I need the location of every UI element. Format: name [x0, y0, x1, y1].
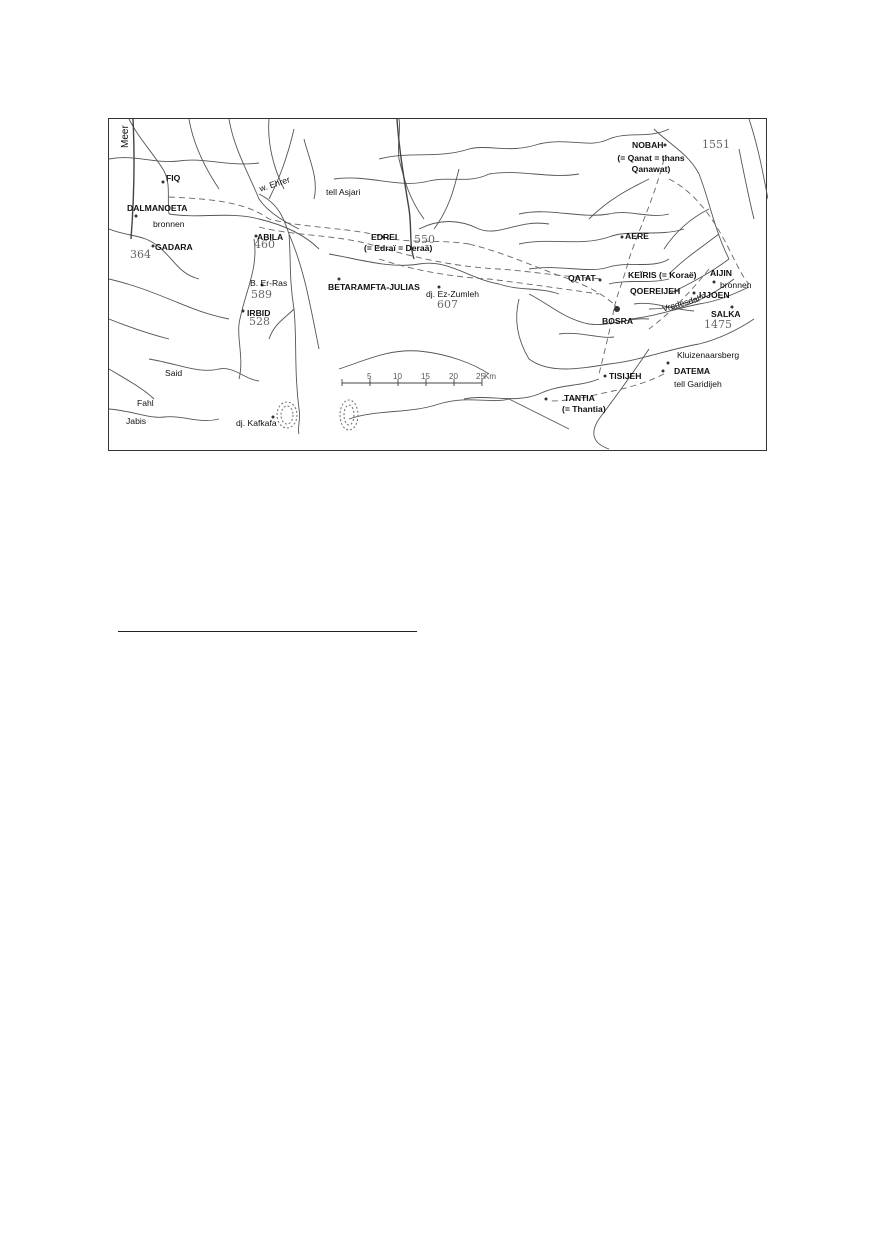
scale-bar	[342, 379, 482, 386]
label-qoereijeh: QOEREIJEH	[630, 286, 681, 296]
label-bosra: BOSRA	[602, 316, 634, 326]
label-tantia-alt: (= Thantia)	[562, 404, 606, 414]
scale-tick-5: 5	[367, 372, 372, 381]
label-dj-kafkafa: dj. Kafkafa	[236, 418, 277, 428]
label-aijin: AIJIN	[710, 268, 732, 278]
elevation-irbid: 528	[249, 315, 270, 328]
label-vredesdal: Vredesdal	[661, 293, 701, 314]
label-edrei-alt: (= Edraï = Deraä)	[364, 243, 433, 253]
label-tell-asjari: tell Asjari	[326, 187, 361, 197]
label-keiris: KEÏRIS (= Koraë)	[628, 270, 697, 280]
scale-tick-15: 15	[421, 372, 430, 381]
elevation-edrei: 550	[414, 233, 435, 246]
label-fahl: Fahl	[137, 398, 154, 408]
scale-tick-25: 25	[476, 372, 485, 381]
label-qatat: QATAT	[568, 273, 596, 283]
label-dj-ez-zumleh: dj. Ez-Zumleh	[426, 289, 480, 299]
label-kluizenaarsberg: Kluizenaarsberg	[677, 350, 740, 360]
label-bronnen-east: bronnen	[720, 280, 752, 290]
scale-tick-20: 20	[449, 372, 458, 381]
label-tantia: TANTIA	[564, 393, 595, 403]
label-said: Said	[165, 368, 183, 378]
elevation-dj-ez-zumleh: 607	[437, 298, 458, 311]
footnote-separator	[118, 631, 417, 632]
elevation-nobah: 1551	[702, 138, 730, 151]
label-irbid: IRBID	[247, 308, 271, 318]
label-datema: DATEMA	[674, 366, 711, 376]
label-jabis: Jabis	[126, 416, 147, 426]
settlement-markers	[135, 144, 734, 419]
label-tell-garidijeh: tell Garidijeh	[674, 379, 722, 389]
hills	[277, 400, 358, 430]
elevation-gadara: 364	[130, 248, 151, 261]
scale-unit: Km	[484, 372, 496, 381]
label-gadara: GADARA	[155, 242, 193, 252]
label-nobah-alt-2: Qanawat)	[631, 164, 671, 174]
label-bronnen-west: bronnen	[153, 219, 185, 229]
label-tisijeh: TISIJEH	[609, 371, 642, 381]
label-betaramfta-julias: BETARAMFTA-JULIAS	[328, 282, 420, 292]
elevation-abila: 460	[254, 238, 275, 251]
label-dalmanoeta: DALMANOETA	[127, 203, 188, 213]
elevation-b-er-ras: 589	[251, 288, 272, 301]
label-nobah-alt-1: (= Qanat = thans	[617, 153, 685, 163]
elevation-salka: 1475	[704, 318, 732, 331]
label-meer: Meer	[120, 125, 131, 148]
label-b-er-ras: B. Er-Ras	[250, 278, 288, 288]
label-aere: AERE	[625, 231, 649, 241]
scale-tick-10: 10	[393, 372, 402, 381]
label-abila: ABILA	[257, 232, 284, 242]
label-nobah: NOBAH	[632, 140, 664, 150]
label-salka: SALKA	[711, 309, 741, 319]
label-fiq: FIQ	[166, 173, 181, 183]
label-ijjoen: IJJOEN	[699, 290, 730, 300]
label-edrei: EDREI	[371, 232, 398, 242]
label-w-ehrer: w. Ehrer	[258, 174, 292, 194]
